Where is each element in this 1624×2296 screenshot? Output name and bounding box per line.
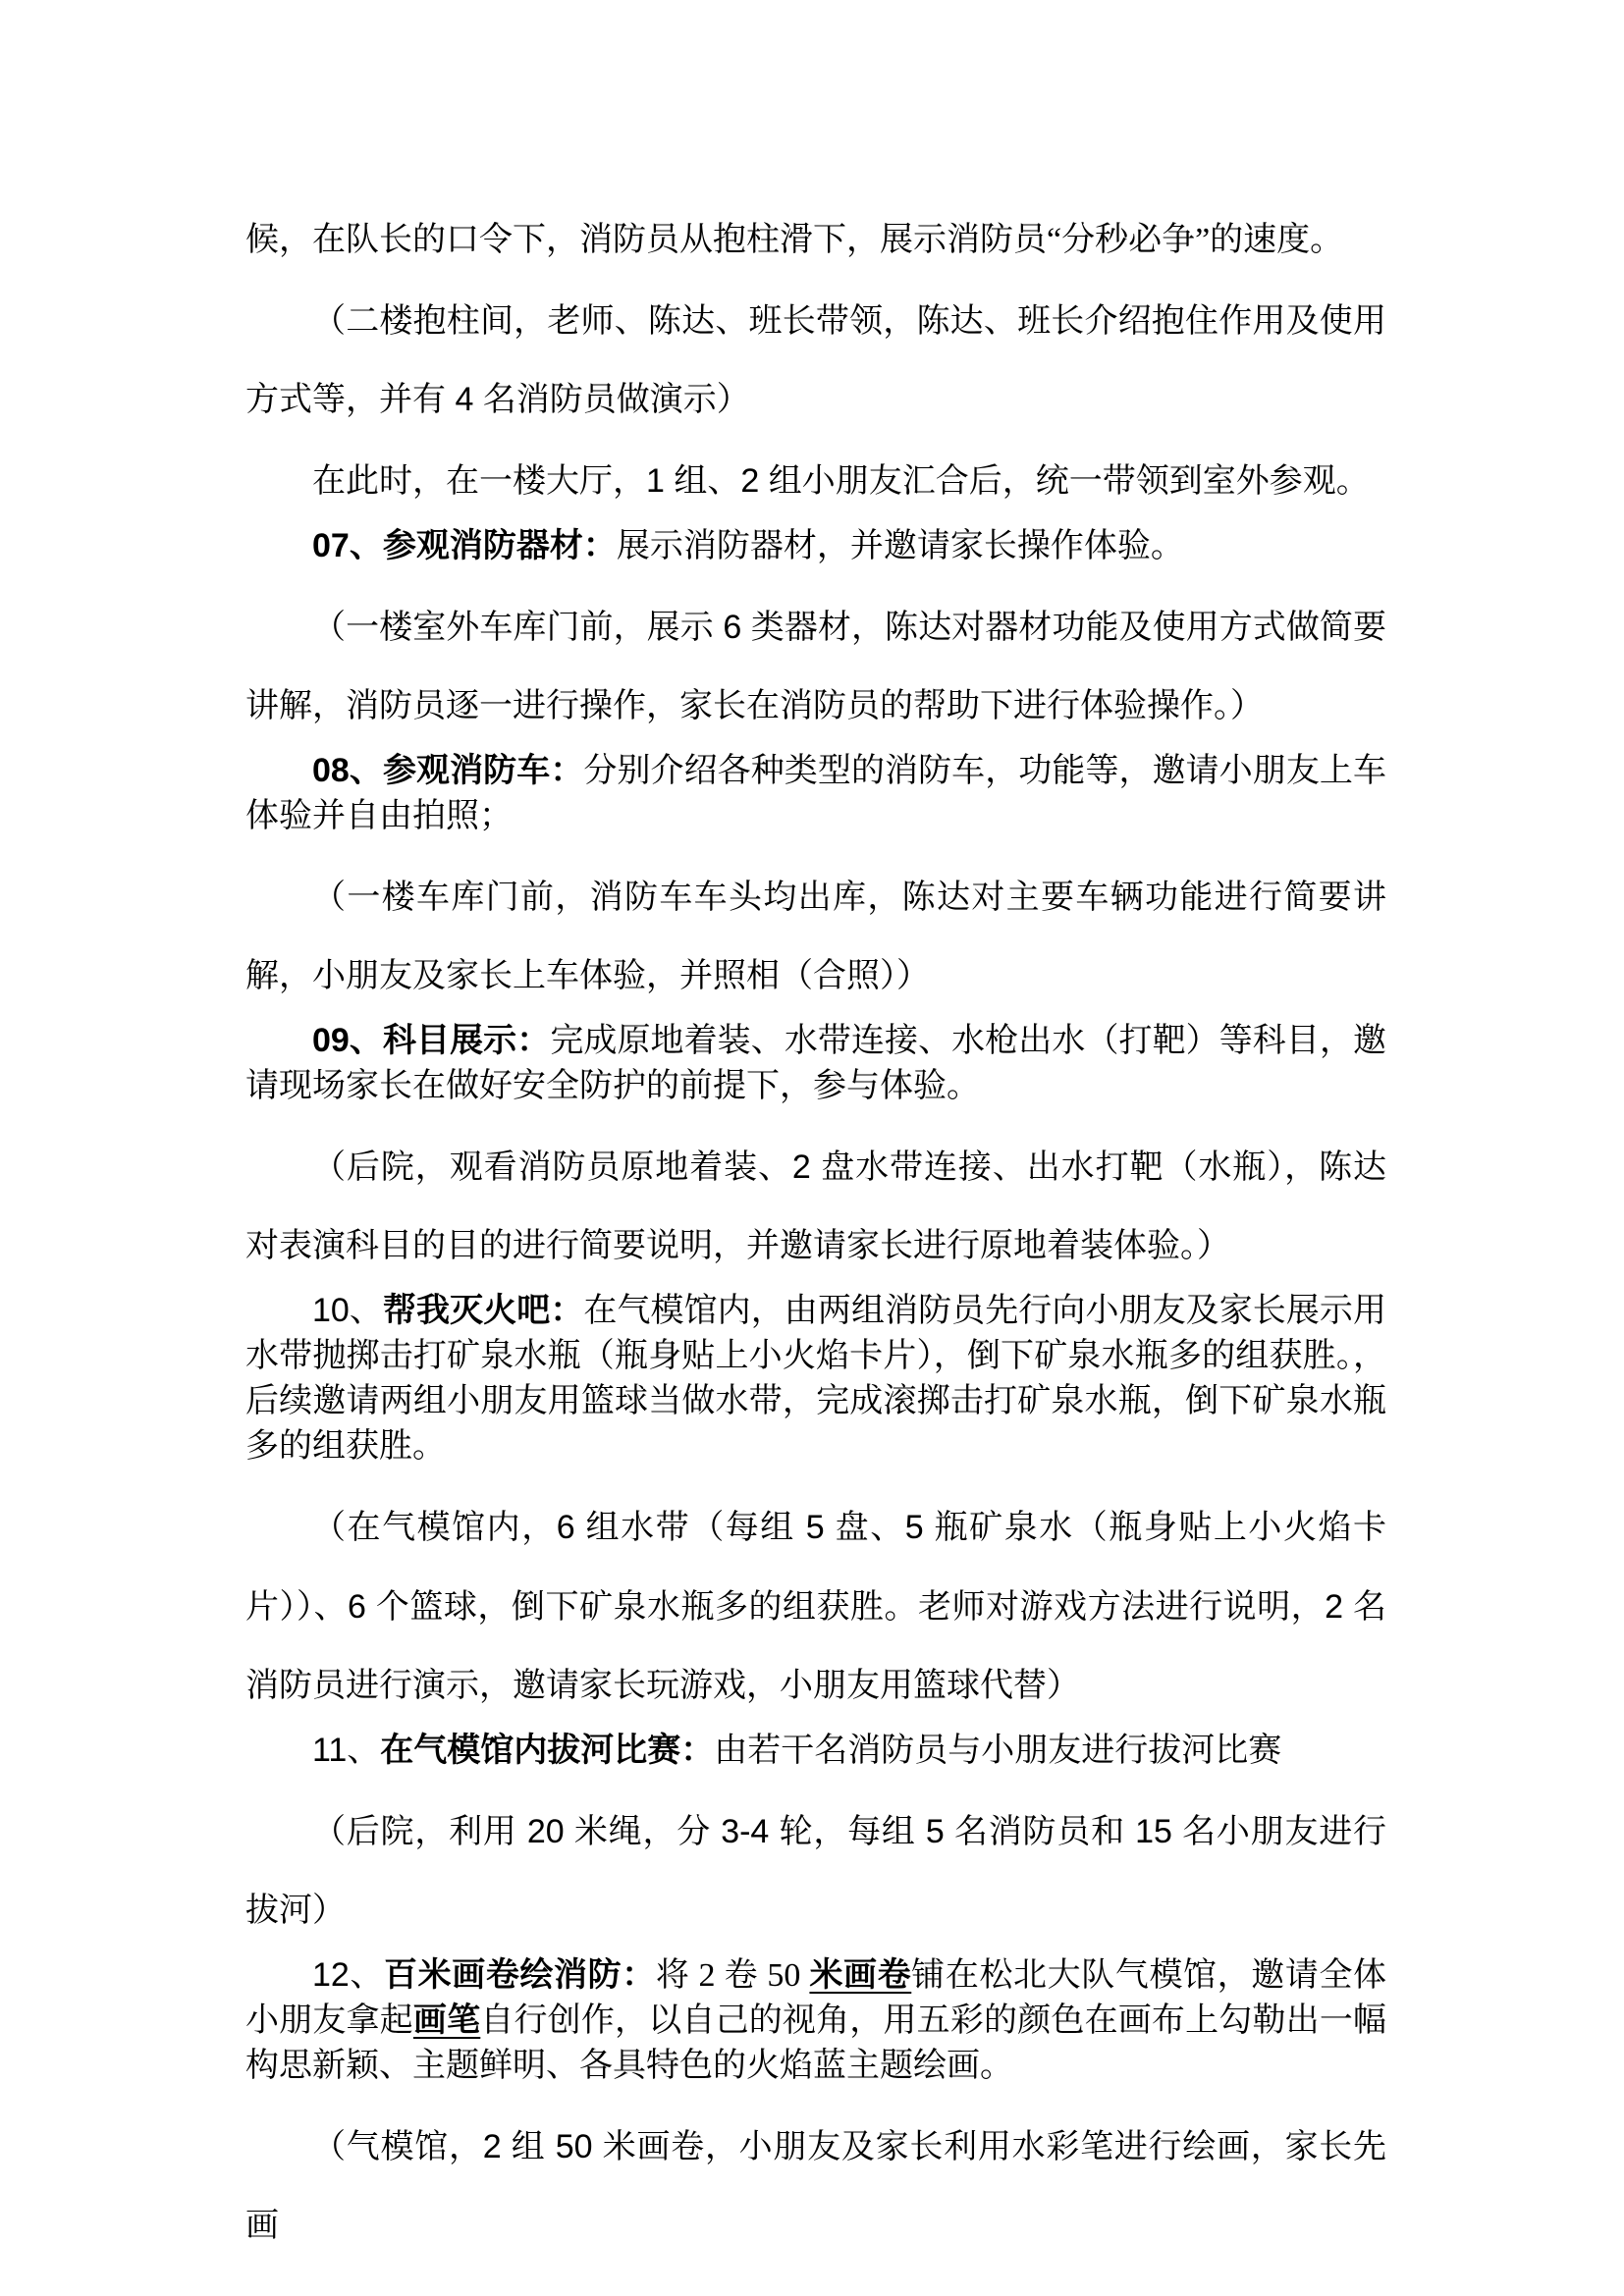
text-run: 在此时，在一楼大厅，1 组、2 组小朋友汇合后，统一带领到室外参观。 <box>312 462 1370 500</box>
text-run: 在气模馆内，由两组消防员先行向小朋友及家长展示用水带抛掷击打矿泉水瓶（瓶身贴上小火焰卡片），倒下矿泉水瓶多的组获胜。，后续邀请两组小朋友用篮球当做水带，完成滚掷击打矿泉水瓶，倒下矿泉水瓶多的组获胜。 <box>245 1293 1387 1465</box>
text-run: 由若干名消防员与小朋友进行拔河比赛 <box>714 1733 1282 1769</box>
text-run: 08、 <box>312 752 383 789</box>
text-run: 米画卷 <box>809 1957 912 1994</box>
text-run: （在气模馆内， <box>312 1510 557 1546</box>
para-item-08 <box>245 748 1386 839</box>
text-run: 分别介绍各种类型的消防车，功能等，邀请小朋友上车体验并自由拍照； <box>245 753 1387 834</box>
text-run: 自行创作，以自己的视角，用五彩的颜色在画布上勾勒出一幅构思新颖、主题鲜明、各具特色的火焰蓝主题绘画。 <box>245 2002 1387 2084</box>
text-run: 完成原地着装、水带连接、水枪出水（打靶）等科目，邀请现场家长在做好安全防护的前提下，参与体验。 <box>245 1023 1387 1104</box>
text-run: 参观消防车： <box>382 753 584 789</box>
text-run: 画笔 <box>412 2002 481 2039</box>
text-run: 候，在队长的口令下，消防员从抱柱滑下，展示消防员“分秒必争”的速度。 <box>245 222 1344 258</box>
para-note-10 <box>245 1488 1386 1725</box>
para-note-09 <box>245 1128 1386 1285</box>
text-run: （二楼抱柱间，老师、陈达、班长带领，陈达、班长介绍抱住作用及使用方式等，并有 4 名消防员做演示） <box>245 302 1386 418</box>
document-body <box>245 218 1386 2265</box>
text-run: 科目展示： <box>382 1023 551 1059</box>
text-run: （气模馆，2 组 50 米画卷，小朋友及家长利用水彩笔进行绘画，家长先画 <box>245 2128 1386 2244</box>
text-run: 6 组水带（每组 5 盘、5 瓶矿泉水（瓶身贴上小火焰卡片））、6 个篮球，倒下矿泉水瓶多的组获胜。老师对游戏方法进行说明，2 名消防员进行演示，邀请家长玩游戏，小朋友用篮球代替） <box>245 1509 1387 1704</box>
para-item-11 <box>245 1728 1386 1774</box>
para-note-07 <box>245 588 1386 745</box>
text-run: 展示消防器材，并邀请家长操作体验。 <box>616 528 1184 564</box>
text-run: 12、 <box>312 1956 385 1994</box>
text-run: 09、 <box>312 1022 383 1059</box>
text-run: 铺在松北大队气模馆，邀请全体小朋友拿起 <box>245 1957 1387 2039</box>
para-note-baozhu <box>245 282 1386 439</box>
text-run: （后院，观看消防员原地着装、2 盘水带连接、出水打靶（水瓶），陈达对表演科目的目的进行简要说明，并邀请家长进行原地着装体验。） <box>245 1148 1386 1264</box>
text-run: 在气模馆内拔河比赛： <box>380 1733 715 1769</box>
para-item-07 <box>245 523 1386 569</box>
para-item-09 <box>245 1018 1386 1109</box>
para-item-10 <box>245 1288 1386 1469</box>
text-run: 11、 <box>312 1732 381 1769</box>
para-item-12 <box>245 1952 1386 2089</box>
para-note-08 <box>245 858 1386 1015</box>
text-run: 07、 <box>312 527 383 564</box>
text-run: 将 2 卷 50 <box>655 1957 810 1994</box>
text-run: 百米画卷绘消防： <box>384 1957 656 1994</box>
para-continuation-top <box>245 218 1386 263</box>
para-note-11 <box>245 1792 1386 1949</box>
para-note-12 <box>245 2108 1386 2265</box>
text-run: 帮我灭火吧： <box>382 1293 584 1329</box>
text-run: （一楼车库门前，消防车车头均出库，陈达对主要车辆功能进行简要讲解，小朋友及家长上车体验，并照相（合照）） <box>245 879 1386 994</box>
para-assembly <box>245 442 1386 520</box>
text-run: 参观消防器材： <box>382 528 617 564</box>
text-run: （后院，利用 20 米绳，分 3-4 轮，每组 5 名消防员和 15 名小朋友进行拔河） <box>245 1813 1386 1929</box>
text-run: 10、 <box>312 1292 383 1329</box>
text-run: （一楼室外车库门前，展示 6 类器材，陈达对器材功能及使用方式做简要讲解，消防员逐一进行操作，家长在消防员的帮助下进行体验操作。） <box>245 609 1386 724</box>
